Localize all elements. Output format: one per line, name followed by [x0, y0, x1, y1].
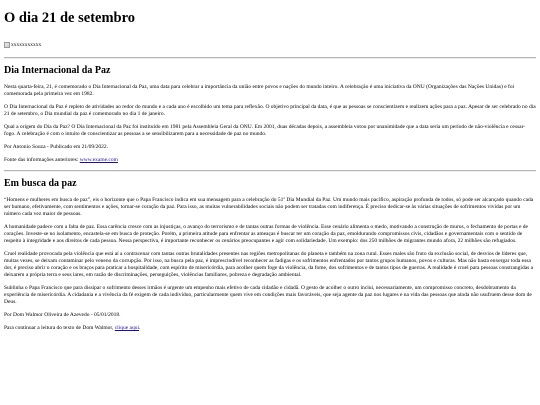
divider-1 — [4, 57, 536, 59]
section1-byline: Por Antonio Souza - Publicado em 21/09/2022. — [4, 144, 109, 150]
section1-paragraph-3: Qual a origem do Dia da Paz? O Dia Internacional da Paz foi instituído em 1981 pela Assembleia Geral da ONU. Em 2001, duas décadas depois, a assembleia votou por unanimidade que a data seria um período de não-violência e cessar-fogo. A celebração é com o intuito de conscientizar as pessoas a se sensibilizarem para a necessidade de paz no mundo. — [4, 124, 526, 137]
section2-paragraph-3: Cruel realidade provocada pela violência que está aí a contracenar com tantas outras brutalidades presentes nas regiões metropolitanas do planeta e também na zona rural. Esses males são fruto da exclusão social, de desvios de líderes que, muitas vezes, se deixam contaminar pelo veneno da corrupção. Por isso, na busca pela paz, é imprescindível reconhecer as fadigas e os sofrimentos enfrentados por tantos grupos humanos, povos e culturas. Mas não basta enxergar toda essa dor, é preciso abrir o coração e os braços para praticar a hospitalidade, com espírito de misericórdia, para acolher quem foge da violência, da fome, dos sofrimentos e de tantos tipos de guerras. A realidade é cruel para pessoas constrangidas a deixarem a própria terra e seus lares, em razão de discriminações, perseguições, violências familiares, pobreza e degradação ambiental. — [4, 251, 534, 278]
section2-paragraph-2: A humanidade padece com a falta de paz. Essa carência cresce com as injustiças, o avanço do terrorismo e de tantas outras formas de violência. Esse cenário alimenta o medo, motivando a construção de muros, o fechamento de portas e de corações. Investe-se no isolamento, encastela-se em busca de proteção. Porém, a primeira atitude para enfrentar as ameaças é buscar ter um coração da paz, emoldurando compromissos civis, cidadãos e governamentais com o sentido de respeito à integridade e aos direitos de cada pessoa. Nessa perspectiva, é importante reconhecer os cenários preocupantes e agir com solidariedade. Um exemplo: dos 250 milhões de migrantes mundo afora, 22 milhões são refugiados. — [4, 224, 528, 244]
source-link[interactable]: www.exame.com — [79, 157, 118, 163]
section-title-em-busca-da-paz: Em busca da paz — [4, 178, 77, 189]
section1-source — [4, 157, 536, 164]
section2-byline: Por Dom Walmor Oliveira de Azevedo - 05/01/2018. — [4, 312, 121, 318]
divider-2 — [4, 170, 536, 172]
section-title-dia-internacional: Dia Internacional da Paz — [4, 65, 111, 76]
image-alt-text: xxxxxxxxxxx — [11, 42, 42, 48]
section1-paragraph-2: O Dia Internacional da Paz é repleto de atividades ao redor do mundo e a cada ano é escolhido um tema para reflexão. O objetivo principal da data, é que as pessoas se conscientizem e realizem ações para a paz. Apesar de ser celebrado no dia 21 de setembro, o Dia mundial da paz é comemorado no dia 1 de janeiro. — [4, 104, 536, 117]
source-prefix: Fonte das informações anteriores: — [4, 157, 80, 163]
continue-prefix: Para continuar a leitura do texto de Dom Walmor, — [4, 325, 115, 331]
page-title: O dia 21 de setembro — [4, 10, 136, 26]
continue-reading-link[interactable]: clique aqui — [114, 325, 140, 331]
section2-paragraph-4: Sublinha o Papa Francisco que para dissipar o sofrimento desses irmãos é urgente um empenho mais efetivo de cada cidadão e cidadã. O gesto de acolher o outro inclui, necessariamente, um compromisso concreto, desdobramento da experiência de misericórdia. A cidadania e a vivência da fé exigem de cada indivíduo, particularmente quem vive em condições mais favoráveis, que seja agente da paz nos lugares e na vida das pessoas que ainda não usufruem desse dom de Deus. — [4, 285, 532, 305]
continue-suffix: . — [139, 325, 141, 331]
section1-paragraph-1: Nesta quarta-feira, 21, é comemorado o Dia Internacional da Paz, uma data para celebrar a importância da união entre povos e nações do mundo inteiro. A celebração é uma iniciativa da ONU (Organizações das Nações Unidas) e foi comemorada pela primeira vez em 1982. — [4, 84, 515, 97]
broken-image — [4, 41, 41, 49]
broken-image-icon — [4, 42, 10, 48]
section2-paragraph-1: “Homens e mulheres em busca de paz”, eis o horizonte que o Papa Francisco indica em sua mensagem para a celebração do 51º Dia Mundial da Paz. Um mundo mais pacífico, aspiração profunda de todos, só pode ser alcançado quando cada ser humano, efetivamente, com sentimentos e ações, tornar-se coração da paz. Para isso, as muitas vulnerabilidades sociais não podem ser tratadas com indiferença. É preciso dedicar-se às várias situações de sofrimentos vividas por um número cada vez maior de pessoas. — [4, 197, 534, 217]
continue-reading — [4, 325, 536, 332]
